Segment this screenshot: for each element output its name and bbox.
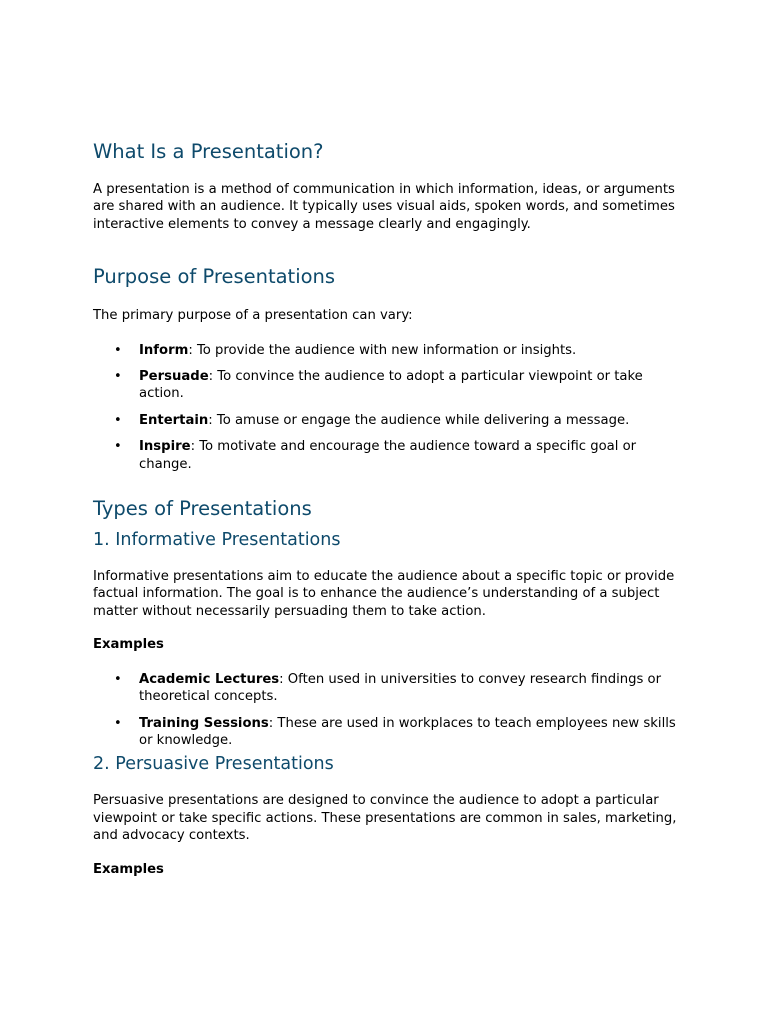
document-page [93, 138, 683, 878]
purpose-list [93, 342, 683, 473]
paragraph-purpose-intro: The primary purpose of a presentation can vary: [93, 308, 413, 324]
list-item-term: Entertain [139, 412, 209, 428]
list-item-term: Inform [139, 342, 189, 358]
list-item [93, 342, 683, 359]
paragraph-definition: A presentation is a method of communication in which information, ideas, or arguments are shared with an audience. It typically uses visual aids, spoken words, and sometimes interactive elements to convey a message clearly and engagingly. [93, 182, 675, 232]
examples-label-informative: Examples [93, 637, 164, 653]
heading-types: Types of Presentations [93, 497, 312, 521]
list-item [93, 412, 683, 429]
list-item-text: : These are used in workplaces to teach employees new skills or knowledge. [139, 715, 676, 748]
list-item-text: : To provide the audience with new information or insights. [188, 342, 577, 358]
heading-purpose: Purpose of Presentations [93, 265, 336, 289]
list-item-term: Training Sessions [139, 715, 269, 731]
heading-what-is-presentation: What Is a Presentation? [93, 140, 324, 163]
list-item-text: : To convince the audience to adopt a particular viewpoint or take action. [139, 369, 643, 402]
list-item-term: Inspire [139, 439, 191, 455]
list-item [93, 671, 683, 706]
list-item-term: Academic Lectures [139, 671, 280, 687]
list-item-text: : Often used in universities to convey research findings or theoretical concepts. [139, 671, 662, 705]
list-item [93, 368, 683, 403]
heading-informative: 1. Informative Presentations [93, 530, 341, 551]
list-item-text: : To motivate and encourage the audience toward a specific goal or change. [139, 439, 637, 472]
list-item [93, 438, 683, 473]
paragraph-persuasive: Persuasive presentations are designed to convince the audience to adopt a particular viewpoint or take specific actions. These presentations are common in sales, marketing, and advocacy contexts. [93, 793, 677, 844]
examples-label-persuasive: Examples [93, 861, 164, 877]
list-item-term: Persuade [139, 369, 209, 385]
list-item [93, 715, 683, 750]
list-item-text: : To amuse or engage the audience while delivering a message. [208, 412, 630, 428]
heading-persuasive: 2. Persuasive Presentations [93, 754, 334, 775]
paragraph-informative: Informative presentations aim to educate the audience about a specific topic or provide factual information. The goal is to enhance the audience’s understanding of a subject matter without necessarily persuading them to take action. [93, 569, 675, 619]
informative-examples-list [93, 671, 683, 750]
